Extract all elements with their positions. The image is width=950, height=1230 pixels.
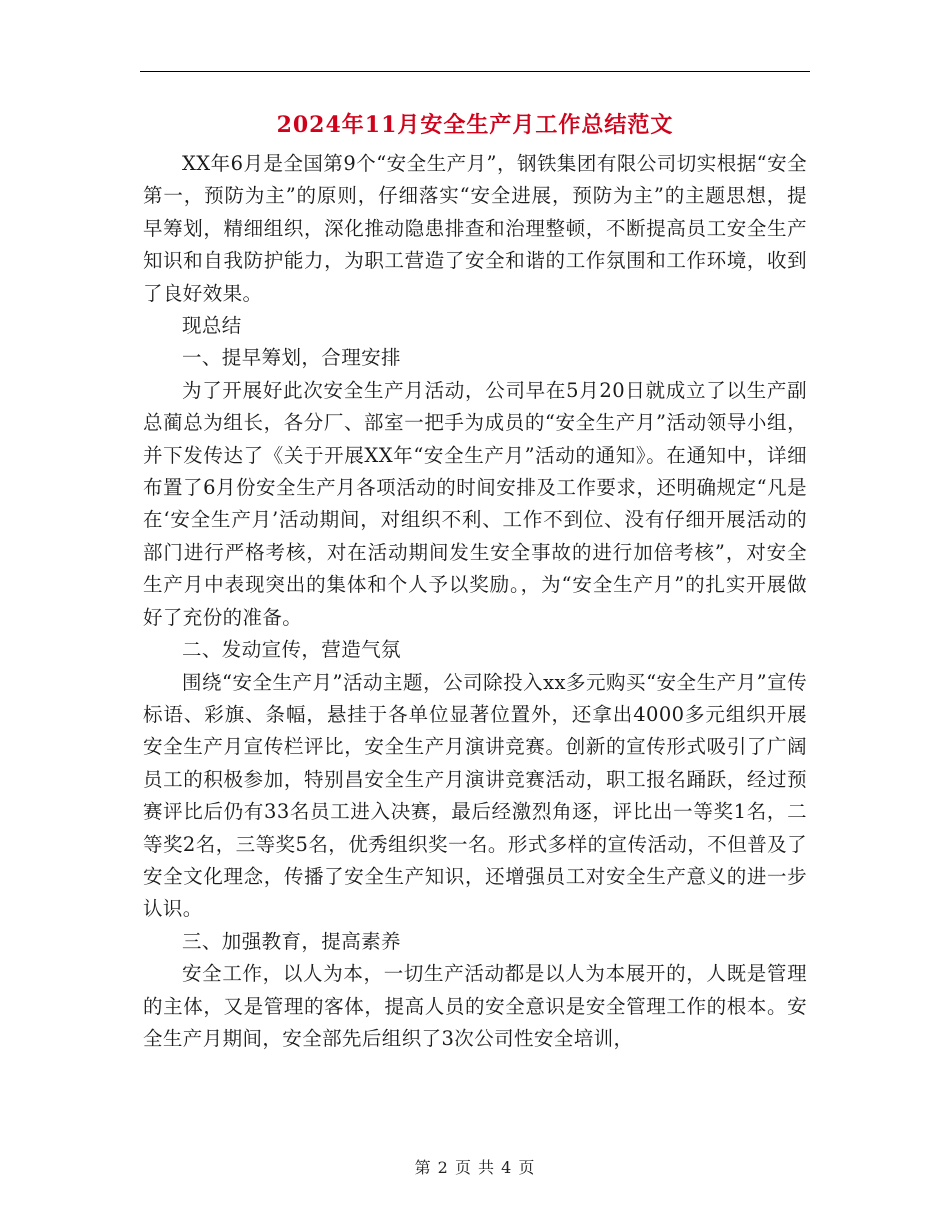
paragraph-section-3: 安全工作，以人为本，一切生产活动都是以人为本展开的，人既是管理的主体，又是管理的客体，提高人员的安全意识是安全管理工作的根本。安全生产月期间，安全部先后组织了3次公司性安全培训， [143, 962, 807, 1050]
paragraph-section-2: 围绕“安全生产月”活动主题，公司除投入xx多元购买“安全生产月”宣传标语、彩旗、条幅，悬挂于各单位显著位置外，还拿出4000多元组织开展安全生产月宣传栏评比，安全生产月演讲竞赛。创新的宣传形式吸引了广阔员工的积极参加，特别昌安全生产月演讲竞赛活动，职工报名踊跃，经过预赛评比后仍有33名员工进入决赛，最后经激烈角逐，评比出一等奖1名，二等奖2名，三等奖5名，优秀组织奖一名。形式多样的宣传活动，不但普及了安全文化理念，传播了安全生产知识，还增强员工对安全生产意义的进一步认识。 [143, 670, 807, 921]
paragraph-summary-lead: 现总结 [182, 314, 242, 338]
section-heading-2: 二、发动宣传，营造气氛 [182, 638, 401, 662]
document-body [143, 148, 807, 1055]
page-footer: 第 2 页 共 4 页 [414, 1158, 536, 1177]
paragraph-section-1: 为了开展好此次安全生产月活动，公司早在5月20日就成立了以生产副总蔺总为组长，各分厂、部室一把手为成员的“安全生产月”活动领导小组，并下发传达了《关于开展XX年“安全生产月”活动的通知》。在通知中，详细布置了6月份安全生产月各项活动的时间安排及工作要求，还明确规定“凡是在‘安全生产月’活动期间，对组织不利、工作不到位、没有仔细开展活动的部门进行严格考核，对在活动期间发生安全事故的进行加倍考核”，对安全生产月中表现突出的集体和个人予以奖励。，为“安全生产月”的扎实开展做好了充份的准备。 [143, 378, 807, 629]
section-heading-3: 三、加强教育，提高素养 [182, 929, 401, 953]
paragraph-intro: XX年6月是全国第9个“安全生产月”，钢铁集团有限公司切实根据“安全第一，预防为主”的原则，仔细落实“安全进展，预防为主”的主题思想，提早筹划，精细组织，深化推动隐患排查和治理整顿，不断提高员工安全生产知识和自我防护能力，为职工营造了安全和谐的工作氛围和工作环境，收到了良好效果。 [143, 152, 807, 305]
document-title: 2024年11月安全生产月工作总结范文 [276, 112, 674, 138]
header-rule [140, 71, 810, 72]
section-heading-1: 一、提早筹划，合理安排 [182, 346, 401, 370]
